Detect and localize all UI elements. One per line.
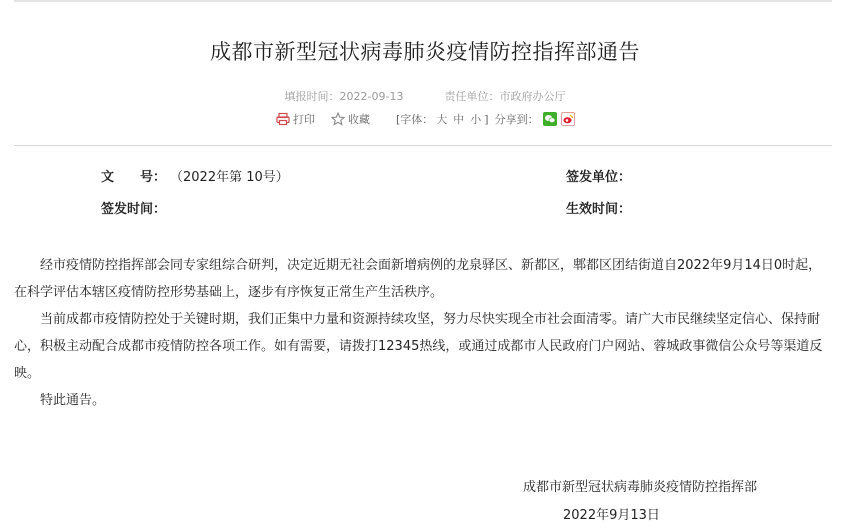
font-size-medium[interactable]: 中 <box>453 113 465 126</box>
effective-date-label: 生效时间： <box>566 202 632 217</box>
toolbar <box>276 111 575 127</box>
font-size-large[interactable]: 大 <box>436 113 448 126</box>
body-paragraph: 经市疫情防控指挥部会同专家组综合研判，决定近期无社会面新增病例的龙泉驿区、新都区，郫都区团结街道自2022年9月14日0时起，在科学评估本辖区疫情防控形势基础上，逐步有序恢复正常生产生活秩序。 <box>14 258 822 300</box>
fill-date-label: 填报时间： <box>284 90 340 103</box>
top-border <box>14 0 832 2</box>
issue-date-label: 签发时间： <box>101 202 167 217</box>
owner-value: 市政府办公厅 <box>499 90 566 103</box>
signature-date: 2022年9月13日 <box>563 508 660 523</box>
printer-icon <box>276 112 290 126</box>
font-size-prefix: [字体： <box>396 113 434 126</box>
doc-number-value: （2022年第 10号） <box>170 170 289 185</box>
favorite-label: 收藏 <box>348 113 370 126</box>
header-divider <box>14 145 832 146</box>
print-label: 打印 <box>293 113 315 126</box>
body-paragraph: 特此通告。 <box>40 393 106 408</box>
page-title: 成都市新型冠状病毒肺炎疫情防控指挥部通告 <box>210 40 640 64</box>
weibo-icon[interactable] <box>561 112 575 126</box>
notice-body <box>14 252 834 414</box>
meta-line <box>0 88 850 104</box>
body-paragraph: 当前成都市疫情防控处于关键时期，我们正集中力量和资源持续攻坚，努力尽快实现全市社会面清零。请广大市民继续坚定信心、保持耐心，积极主动配合成都市疫情防控各项工作。如有需要，请拨打12345热线，或通过成都市人民政府门户网站、蓉城政事微信公众号等渠道反映。 <box>14 312 823 381</box>
signature-org: 成都市新型冠状病毒肺炎疫情防控指挥部 <box>523 480 758 495</box>
star-icon <box>331 112 345 126</box>
owner-label: 责任单位： <box>444 90 500 103</box>
share-label: 分享到： <box>494 113 539 126</box>
favorite-button[interactable] <box>331 111 370 127</box>
doc-number-label: 文 号： <box>101 170 167 185</box>
print-button[interactable] <box>276 111 315 127</box>
issuer-label: 签发单位： <box>566 170 632 185</box>
wechat-icon[interactable] <box>543 112 557 126</box>
font-size-suffix: ] <box>484 113 489 126</box>
font-size-selector <box>396 111 489 127</box>
font-size-small[interactable]: 小 <box>470 113 482 126</box>
fill-date-value: 2022-09-13 <box>339 90 404 103</box>
